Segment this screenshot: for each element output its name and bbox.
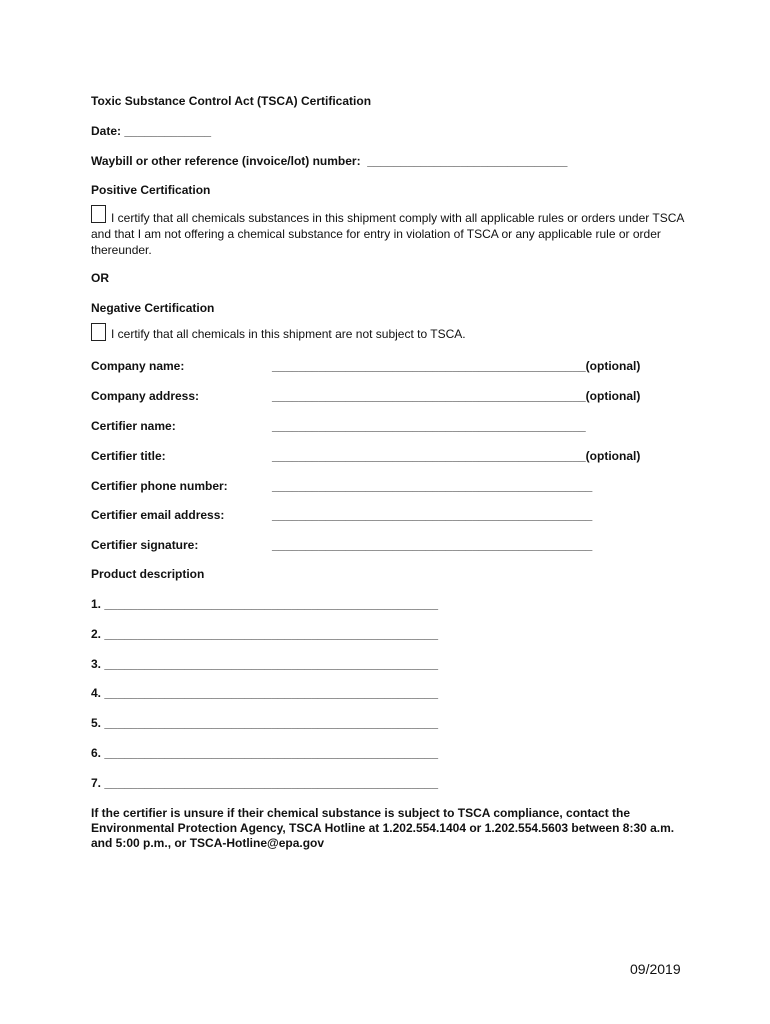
product-line-1[interactable]: 1. __________________________________________________ — [91, 597, 439, 611]
company-name-field[interactable]: _______________________________________________(optional) — [272, 359, 641, 373]
document-title: Toxic Substance Control Act (TSCA) Certification — [91, 94, 372, 108]
product-description-heading: Product description — [91, 567, 205, 581]
positive-certification-text: I certify that all chemicals substances in this shipment comply with all applicable rules or orders under TSCA and that I am not offering a chemical substance for entry in violation of TSCA or any applicable rule or order thereunder. — [91, 211, 684, 257]
negative-certification-checkbox[interactable] — [91, 323, 106, 341]
product-line-7[interactable]: 7. __________________________________________________ — [91, 776, 439, 790]
certifier-signature-label: Certifier signature: — [91, 538, 199, 552]
certifier-phone-label: Certifier phone number: — [91, 479, 228, 493]
tsca-hotline-note: If the certifier is unsure if their chemical substance is subject to TSCA compliance, contact the Environmental Protection Agency, TSCA Hotline at 1.202.554.1404 or 1.202.554.5603 between 8:30 a.m. and 5:00 p.m., or TSCA-Hotline@epa.gov — [91, 806, 675, 850]
certifier-phone-field[interactable]: ________________________________________________ — [272, 479, 593, 493]
product-line-4[interactable]: 4. __________________________________________________ — [91, 686, 439, 700]
certifier-email-label: Certifier email address: — [91, 508, 225, 522]
certifier-title-field[interactable]: _______________________________________________(optional) — [272, 449, 641, 463]
certifier-name-label: Certifier name: — [91, 419, 176, 433]
product-line-6[interactable]: 6. __________________________________________________ — [91, 746, 439, 760]
certifier-title-label: Certifier title: — [91, 449, 166, 463]
company-name-label: Company name: — [91, 359, 185, 373]
certifier-email-field[interactable]: ________________________________________________ — [272, 508, 593, 522]
positive-certification-heading: Positive Certification — [91, 183, 211, 197]
company-address-field[interactable]: _______________________________________________(optional) — [272, 389, 641, 403]
waybill-field[interactable]: Waybill or other reference (invoice/lot) number: ______________________________ — [91, 154, 568, 168]
date-field[interactable]: Date: _____________ — [91, 124, 212, 138]
company-address-label: Company address: — [91, 389, 200, 403]
negative-certification-heading: Negative Certification — [91, 301, 215, 315]
certifier-name-field[interactable]: _______________________________________________ — [272, 419, 586, 433]
certifier-signature-field[interactable]: ________________________________________________ — [272, 538, 593, 552]
product-line-2[interactable]: 2. __________________________________________________ — [91, 627, 439, 641]
revision-date: 09/2019 — [630, 961, 681, 977]
product-line-3[interactable]: 3. __________________________________________________ — [91, 657, 439, 671]
negative-certification-text: I certify that all chemicals in this shipment are not subject to TSCA. — [111, 327, 466, 341]
product-line-5[interactable]: 5. __________________________________________________ — [91, 716, 439, 730]
or-separator: OR — [91, 271, 109, 285]
